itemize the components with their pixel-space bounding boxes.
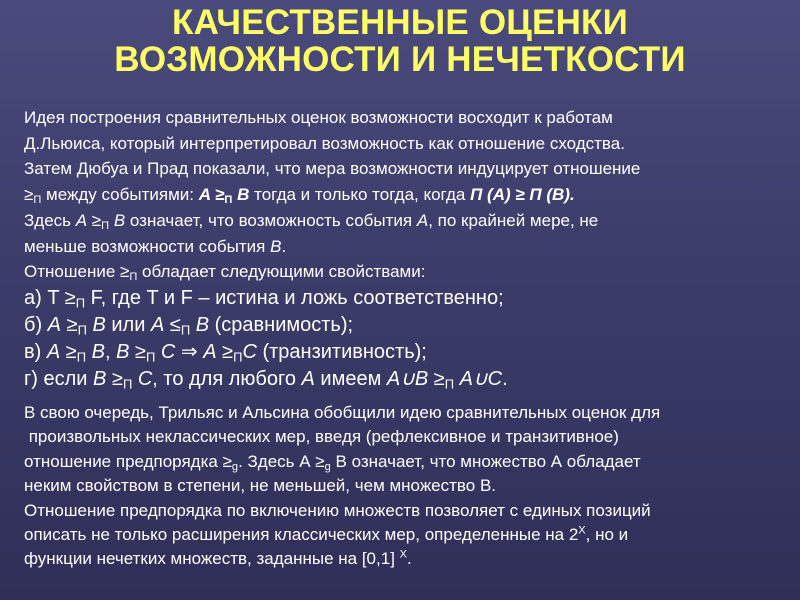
text-line: Д.Льюиса, который интерпретировал возможность как отношение сходства. [24, 133, 625, 153]
text-line: Здесь $A \ge_П$ B означает, что возможность события A, по крайней мере, не [24, 210, 599, 232]
text-line: неким свойством в степени, не меньшей, чем множество В. [24, 476, 497, 496]
slide-title-line-1: КАЧЕСТВЕННЫЕ ОЦЕНКИ [172, 3, 628, 42]
text-line: произвольных неклассических мер, введя (рефлексивное и транзитивное) [24, 427, 619, 447]
text-line: Отношение предпорядка по включению множеств позволяет с единых позиций [24, 500, 651, 520]
text-line: Затем Дюбуа и Прад показали, что мера возможности индуцирует отношение [24, 159, 641, 179]
paragraph-possibility-relation [24, 105, 784, 393]
text-line: отношение предпорядка $\ge_g$. Здесь $А \ge_g$ В означает, что множество А обладает [24, 451, 641, 473]
slide-title [0, 4, 800, 78]
property-a: а) $T \ge_П$ F, где T и F – истина и ложь соответственно; [24, 286, 504, 311]
paragraph-preorder-relation [24, 401, 784, 572]
text-line: меньше возможности события B. [24, 236, 287, 256]
property-b: б) $A \ge_П$ B или $A \le_П$ B (сравнимость); [24, 313, 354, 338]
text-line: описать не только расширения классических мер, определенные на $2^X$, но и [24, 524, 629, 545]
property-d: г) если $B \ge_П$ C, то для любого A имеем A∪B $\ge_П$ A∪C. [24, 367, 508, 392]
text-line: В свою очередь, Трильяс и Альсина обобщили идею сравнительных оценок для [24, 403, 661, 422]
text-line: Идея построения сравнительных оценок возможности восходит к работам [24, 108, 613, 127]
slide-title-line-2: ВОЗМОЖНОСТИ И НЕЧЕТКОСТИ [114, 40, 686, 79]
property-c: в) $A \ge_П$ B, $B \ge_П$ C ⇒ $A \ge_ПC$ (транзитивность); [24, 340, 427, 365]
text-line-definition: $\ge_П$ между событиями: $A \ge_П$ B тогда и только тогда, когда П (A) ≥ П (B). [24, 185, 575, 206]
text-line: функции нечетких множеств, заданные на [0,1] $^X$. [24, 548, 412, 569]
text-line: Отношение $\ge_П$ обладает следующими свойствами: [24, 262, 426, 283]
